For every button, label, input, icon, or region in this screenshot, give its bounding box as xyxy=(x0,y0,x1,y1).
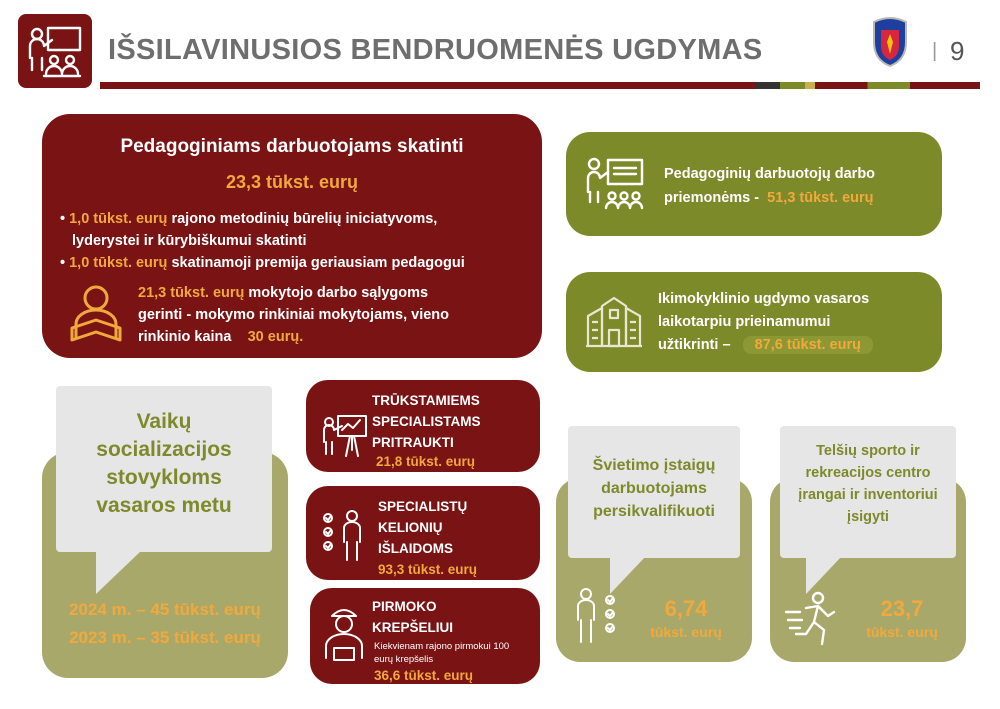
teaching-tools-text xyxy=(664,162,934,210)
requalification-unit: tūkst. eurų xyxy=(650,624,722,640)
preschool-line1: Ikimokyklinio ugdymo vasaros xyxy=(658,291,870,307)
preschool-line3: užtikrinti – xyxy=(658,337,731,353)
sports-line-3: įrangai ir inventoriui xyxy=(798,487,938,503)
kit-price: 30 eurų. xyxy=(247,329,304,345)
camps-line-4: vasaros metu xyxy=(96,494,232,517)
specialists-line-3: PRITRAUKTI xyxy=(372,435,454,450)
travel-lines xyxy=(378,496,538,559)
bullet-1 xyxy=(60,208,538,252)
bullet-1-text-line2: lyderystei ir kūrybiškumui skatinti xyxy=(72,233,307,249)
first-grader-note-2: eurų krepšelis xyxy=(374,654,434,665)
bullet-1-amount: 1,0 tūkst. eurų xyxy=(69,211,168,227)
student-icon xyxy=(322,604,366,664)
coat-of-arms-logo xyxy=(868,16,912,68)
sports-line-2: rekreacijos centro xyxy=(805,465,931,481)
preschool-amount: 87,6 tūkst. eurų xyxy=(743,336,873,354)
travel-line-3: IŠLAIDOMS xyxy=(378,541,454,556)
requalification-speech-bubble xyxy=(568,426,740,558)
requalification-line-1: Švietimo įstaigų xyxy=(592,457,716,474)
bullet-2-text: skatinamoji premija geriausiam pedagogui xyxy=(171,255,465,271)
school-building-icon xyxy=(584,294,644,350)
specialists-line-2: SPECIALISTAMS xyxy=(372,414,481,429)
preschool-card xyxy=(566,272,942,372)
specialists-amount: 21,8 tūkst. eurų xyxy=(376,454,476,469)
kit-text xyxy=(138,282,538,348)
requalification-bubble-tail xyxy=(610,556,646,594)
teachers-incentive-title: Pedagoginiams darbuotojams skatinti xyxy=(120,136,464,157)
teachers-incentive-total: 23,3 tūkst. eurų xyxy=(225,172,359,192)
teaching-tools-line2: priemonėms - xyxy=(664,190,760,206)
checklist-person-icon xyxy=(322,508,366,564)
camps-2024: 2024 m. – 45 tūkst. eurų xyxy=(69,600,261,619)
sports-value: 23,7 xyxy=(880,596,924,621)
teachers-incentive-card xyxy=(42,114,542,358)
header-logo-tile xyxy=(18,14,92,88)
preschool-line2: laikotarpiu prieinamumui xyxy=(658,314,831,330)
sports-bubble-tail xyxy=(806,556,842,594)
sports-speech-bubble xyxy=(780,426,956,558)
header-divider: | xyxy=(932,40,938,62)
kit-line2: gerinti - mokymo rinkiniai mokytojams, vieno xyxy=(138,307,450,323)
presentation-icon xyxy=(582,154,648,214)
camps-line-2: socializacijos xyxy=(96,438,232,461)
preschool-text xyxy=(658,288,938,357)
bullet-1-text-line1: rajono metodinių būrelių iniciatyvoms, xyxy=(171,211,438,227)
travel-line-2: KELIONIŲ xyxy=(378,520,443,535)
header-rule-accent xyxy=(730,82,980,89)
kit-amount: 21,3 tūkst. eurų xyxy=(138,285,245,301)
travel-line-1: SPECIALISTŲ xyxy=(378,499,468,514)
sports-lines xyxy=(780,440,956,528)
camps-line-3: stovykloms xyxy=(106,466,222,489)
sports-line-4: įsigyti xyxy=(847,509,889,525)
sports-line-1: Telšių sporto ir xyxy=(816,443,920,459)
first-grader-note-1: Kiekvienam rajono pirmokui 100 xyxy=(374,641,510,652)
camps-bubble-tail xyxy=(96,550,142,594)
camps-lines xyxy=(56,408,272,520)
teaching-tools-line1: Pedagoginių darbuotojų darbo xyxy=(664,166,876,182)
specialists-card xyxy=(306,380,540,472)
kit-line3: rinkinio kaina xyxy=(138,329,232,345)
first-grader-note xyxy=(374,640,538,666)
travel-amount: 93,3 tūkst. eurų xyxy=(378,562,478,577)
teaching-tools-card xyxy=(566,132,942,236)
specialists-lines xyxy=(372,390,532,453)
sports-unit: tūkst. eurų xyxy=(866,624,938,640)
requalification-line-3: persikvalifikuoti xyxy=(593,503,715,520)
reader-icon xyxy=(68,284,124,346)
page-number: 9 xyxy=(950,36,965,66)
first-grader-amount: 36,6 tūkst. eurų xyxy=(374,668,474,683)
bullet-2-amount: 1,0 tūkst. eurų xyxy=(69,255,168,271)
requalification-value: 6,74 xyxy=(664,596,708,621)
bullet-dot: • xyxy=(60,211,70,227)
first-grader-lines xyxy=(372,596,532,638)
checklist-person-icon xyxy=(572,586,620,648)
requalification-line-2: darbuotojams xyxy=(601,480,707,497)
lecturer-icon xyxy=(320,410,370,460)
camps-2023: 2023 m. – 35 tūkst. eurų xyxy=(69,628,261,647)
teaching-tools-amount: 51,3 tūkst. eurų xyxy=(767,190,874,206)
camps-line-1: Vaikų xyxy=(136,410,192,433)
runner-icon xyxy=(784,590,838,646)
teacher-classroom-icon xyxy=(18,14,92,88)
bullet-2 xyxy=(60,252,538,274)
kit-line1: mokytojo darbo sąlygoms xyxy=(248,285,429,301)
bullet-dot: • xyxy=(60,255,70,271)
specialists-line-1: TRŪKSTAMIEMS xyxy=(372,393,480,408)
page-title: IŠSILAVINUSIOS BENDRUOMENĖS UGDYMAS xyxy=(108,34,763,66)
first-grader-line-2: KREPŠELIUI xyxy=(372,620,454,635)
requalification-lines xyxy=(568,454,740,523)
camps-speech-bubble xyxy=(56,386,272,552)
first-grader-card xyxy=(310,588,540,684)
first-grader-line-1: PIRMOKO xyxy=(372,599,437,614)
travel-card xyxy=(306,486,540,580)
